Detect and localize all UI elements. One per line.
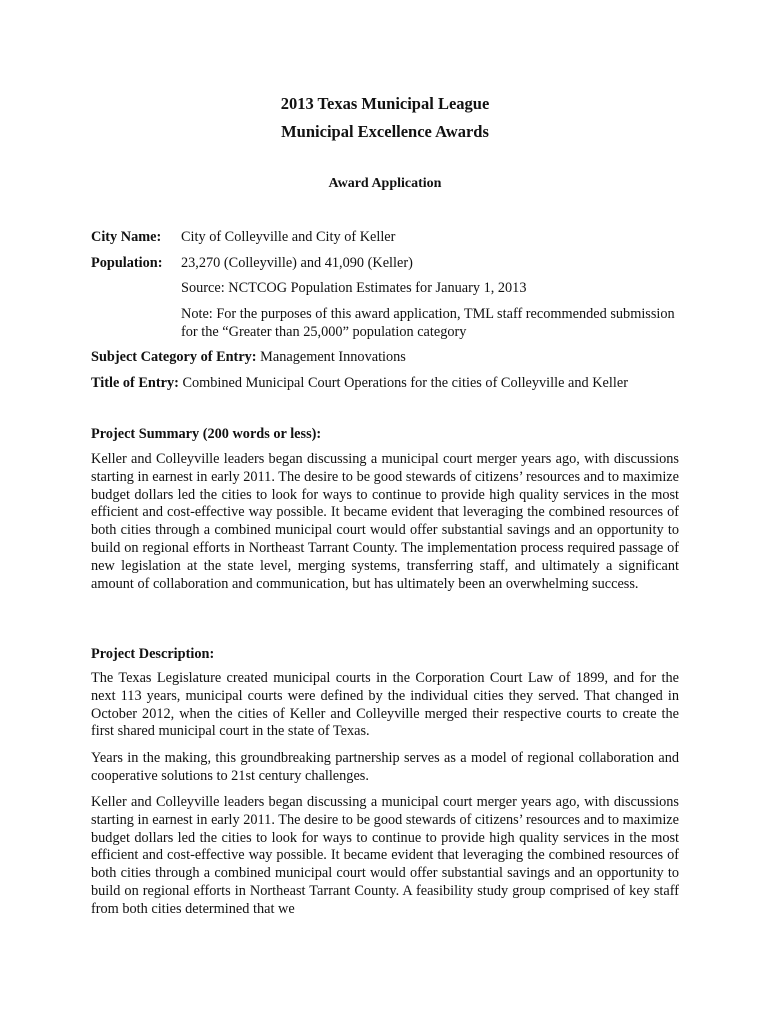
project-summary-heading: Project Summary (200 words or less):	[91, 426, 322, 442]
population-source: Source: NCTCOG Population Estimates for January 1, 2013	[181, 280, 527, 296]
city-name-row	[91, 228, 679, 246]
title-of-entry-value: Combined Municipal Court Operations for the cities of Colleyville and Keller	[182, 375, 628, 391]
project-summary-text: Keller and Colleyville leaders began discussing a municipal court merger years ago, with discussions starting in earnest in early 2011. The desire to be good stewards of citizens’ resources and to maximize budget dollars led the cities to look for ways to continue to provide high quality services in the most efficient and cost-effective way possible. It became evident that leveraging the combined resources of both cities through a combined municipal court would offer substantial savings and an opportunity to build on regional efforts in Northeast Tarrant County. The implementation process required passage of new legislation at the state level, merging systems, transferring staff, and ultimately a significant amount of collaboration and communication, but has ultimately been an overwhelming success.	[91, 451, 679, 592]
population-row	[91, 254, 679, 272]
population-note: Note: For the purposes of this award application, TML staff recommended submission for the “Greater than 25,000” population category	[181, 306, 675, 340]
description-paragraph: Keller and Colleyville leaders began discussing a municipal court merger years ago, with discussions starting in earnest in early 2011. The desire to be good stewards of citizens’ resources and to maximize budget dollars led the cities to look for ways to continue to provide high quality services in the most efficient and cost-effective way possible. It became evident that leveraging the combined resources of both cities through a combined municipal court would offer substantial savings and an opportunity to build on regional efforts in Northeast Tarrant County. A feasibility study group comprised of key staff from both cities determined that we	[91, 794, 679, 917]
document-title-line2: Municipal Excellence Awards	[281, 122, 489, 141]
document-subtitle: Award Application	[328, 176, 442, 191]
city-name-value: City of Colleyville and City of Keller	[181, 229, 396, 245]
population-value: 23,270 (Colleyville) and 41,090 (Keller)	[181, 255, 413, 271]
description-paragraph: The Texas Legislature created municipal courts in the Corporation Court Law of 1899, and for the next 113 years, municipal courts were defined by the individual cities they served. That changed in October 2012, when the cities of Keller and Colleyville merged their respective courts to create the first shared municipal court in the state of Texas.	[91, 670, 679, 740]
subject-category-row	[91, 348, 679, 366]
city-name-label: City Name:	[91, 229, 162, 245]
title-of-entry-row	[91, 374, 679, 392]
subject-category-label: Subject Category of Entry:	[91, 349, 257, 365]
document-title-line1: 2013 Texas Municipal League	[280, 94, 490, 113]
project-description-heading: Project Description:	[91, 646, 215, 662]
population-label: Population:	[91, 255, 163, 271]
title-of-entry-label: Title of Entry:	[91, 375, 179, 391]
description-paragraph: Years in the making, this groundbreaking partnership serves as a model of regional collaboration and cooperative solutions to 21st century challenges.	[91, 750, 679, 784]
subject-category-value: Management Innovations	[260, 349, 406, 365]
